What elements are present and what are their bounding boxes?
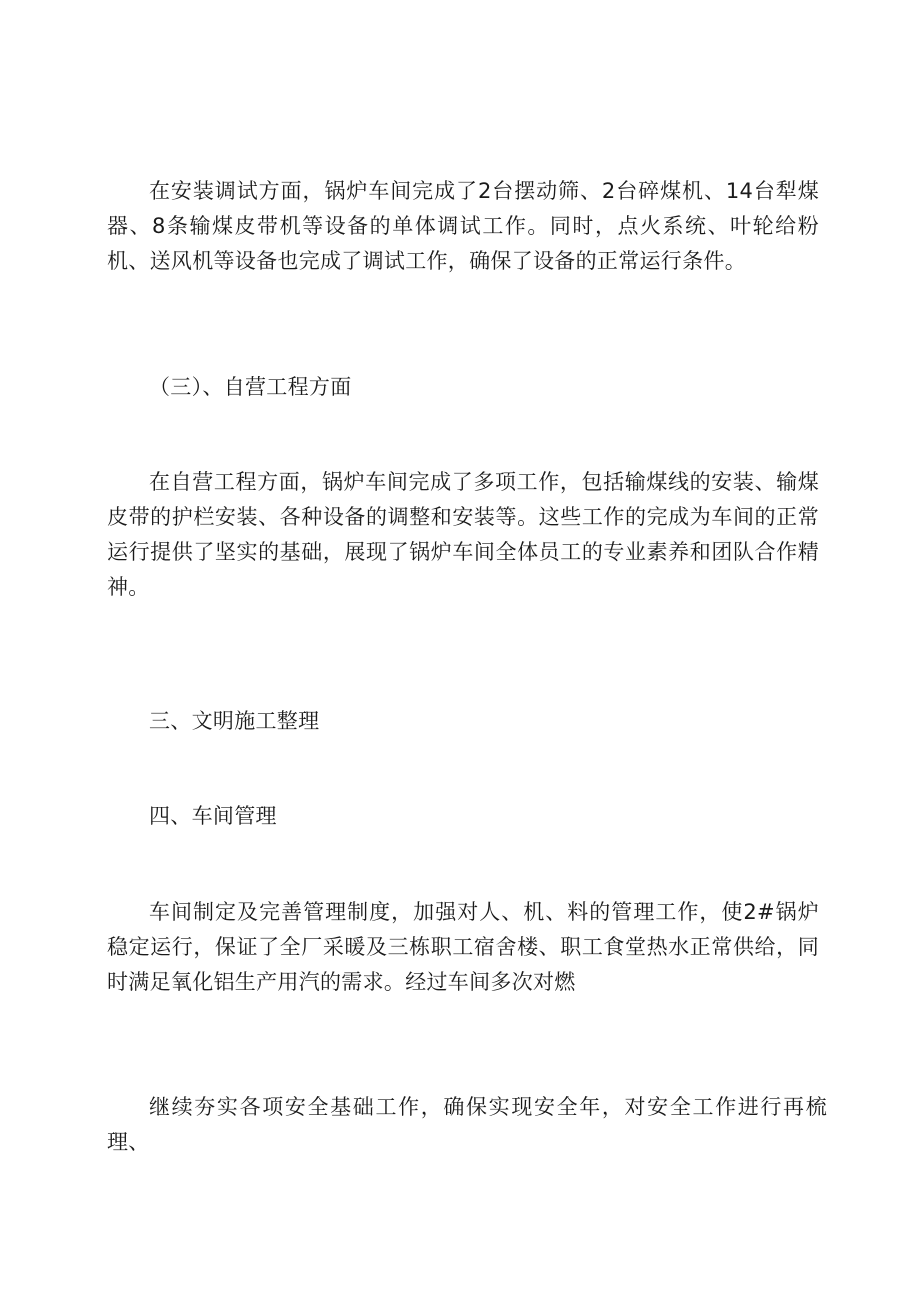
heading-civilized-construction: 三、文明施工整理 xyxy=(149,709,320,733)
paragraph-safety-work: 继续夯实各项安全基础工作，确保实现安全年，对安全工作进行再梳理、 xyxy=(107,1095,827,1154)
paragraph-installation-debugging: 在安装调试方面，锅炉车间完成了2台摆动筛、2台碎煤机、14台犁煤器、8条输煤皮带机等设备的单体调试工作。同时，点火系统、叶轮给粉机、送风机等设备也完成了调试工作，确保了设备的正常运行条件。 xyxy=(107,179,819,273)
heading-self-operated-projects: （三）、自营工程方面 xyxy=(149,375,352,399)
paragraph-workshop-management: 车间制定及完善管理制度，加强对人、机、料的管理工作，使2#锅炉稳定运行，保证了全厂采暖及三栋职工宿舍楼、职工食堂热水正常供给，同时满足氧化铝生产用汽的需求。经过车间多次对燃 xyxy=(107,900,819,994)
heading-workshop-management: 四、车间管理 xyxy=(149,804,277,828)
paragraph-self-operated-projects: 在自营工程方面，锅炉车间完成了多项工作，包括输煤线的安装、输煤皮带的护栏安装、各种设备的调整和安装等。这些工作的完成为车间的正常运行提供了坚实的基础，展现了锅炉车间全体员工的专业素养和团队合作精神。 xyxy=(107,470,819,599)
